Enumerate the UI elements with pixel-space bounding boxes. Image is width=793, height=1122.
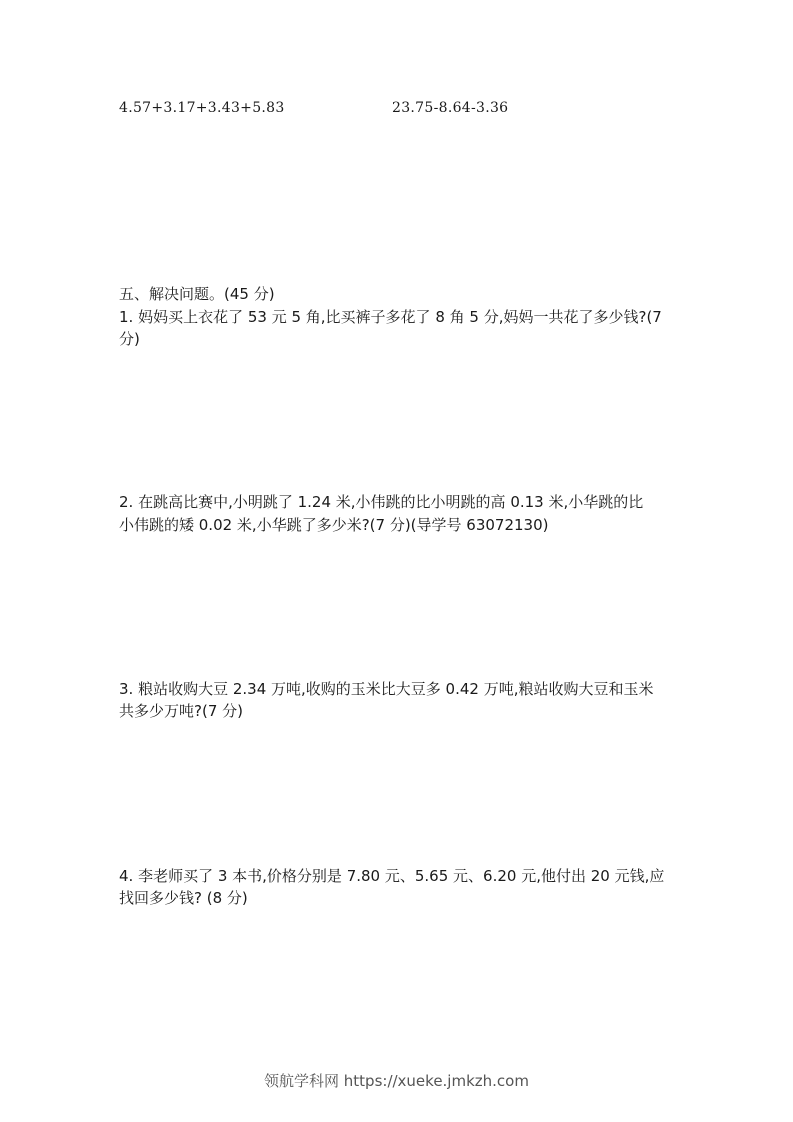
problem-4-line-2: 找回多少钱? (8 分) bbox=[119, 889, 248, 907]
section-heading: 五、解决问题。(45 分) bbox=[119, 285, 275, 303]
problem-1-line-2: 分) bbox=[119, 330, 140, 348]
problem-2-line-1: 2. 在跳高比赛中,小明跳了 1.24 米,小伟跳的比小明跳的高 0.13 米,小华跳的比 bbox=[119, 493, 644, 511]
problem-4-line-1: 4. 李老师买了 3 本书,价格分别是 7.80 元、5.65 元、6.20 元,他付出 20 元钱,应 bbox=[119, 867, 665, 885]
problem-1-line-1: 1. 妈妈买上衣花了 53 元 5 角,比买裤子多花了 8 角 5 分,妈妈一共花了多少钱?(7 bbox=[119, 308, 662, 326]
problem-3-line-2: 共多少万吨?(7 分) bbox=[119, 702, 243, 720]
calc-expression-1: 4.57+3.17+3.43+5.83 bbox=[119, 100, 285, 116]
footer-watermark: 领航学科网 https://xueke.jmkzh.com bbox=[264, 1072, 529, 1090]
problem-2-line-2: 小伟跳的矮 0.02 米,小华跳了多少米?(7 分)(导学号 63072130) bbox=[119, 516, 549, 534]
calc-expression-2: 23.75-8.64-3.36 bbox=[392, 100, 509, 116]
problem-3-line-1: 3. 粮站收购大豆 2.34 万吨,收购的玉米比大豆多 0.42 万吨,粮站收购大豆和玉米 bbox=[119, 680, 654, 698]
